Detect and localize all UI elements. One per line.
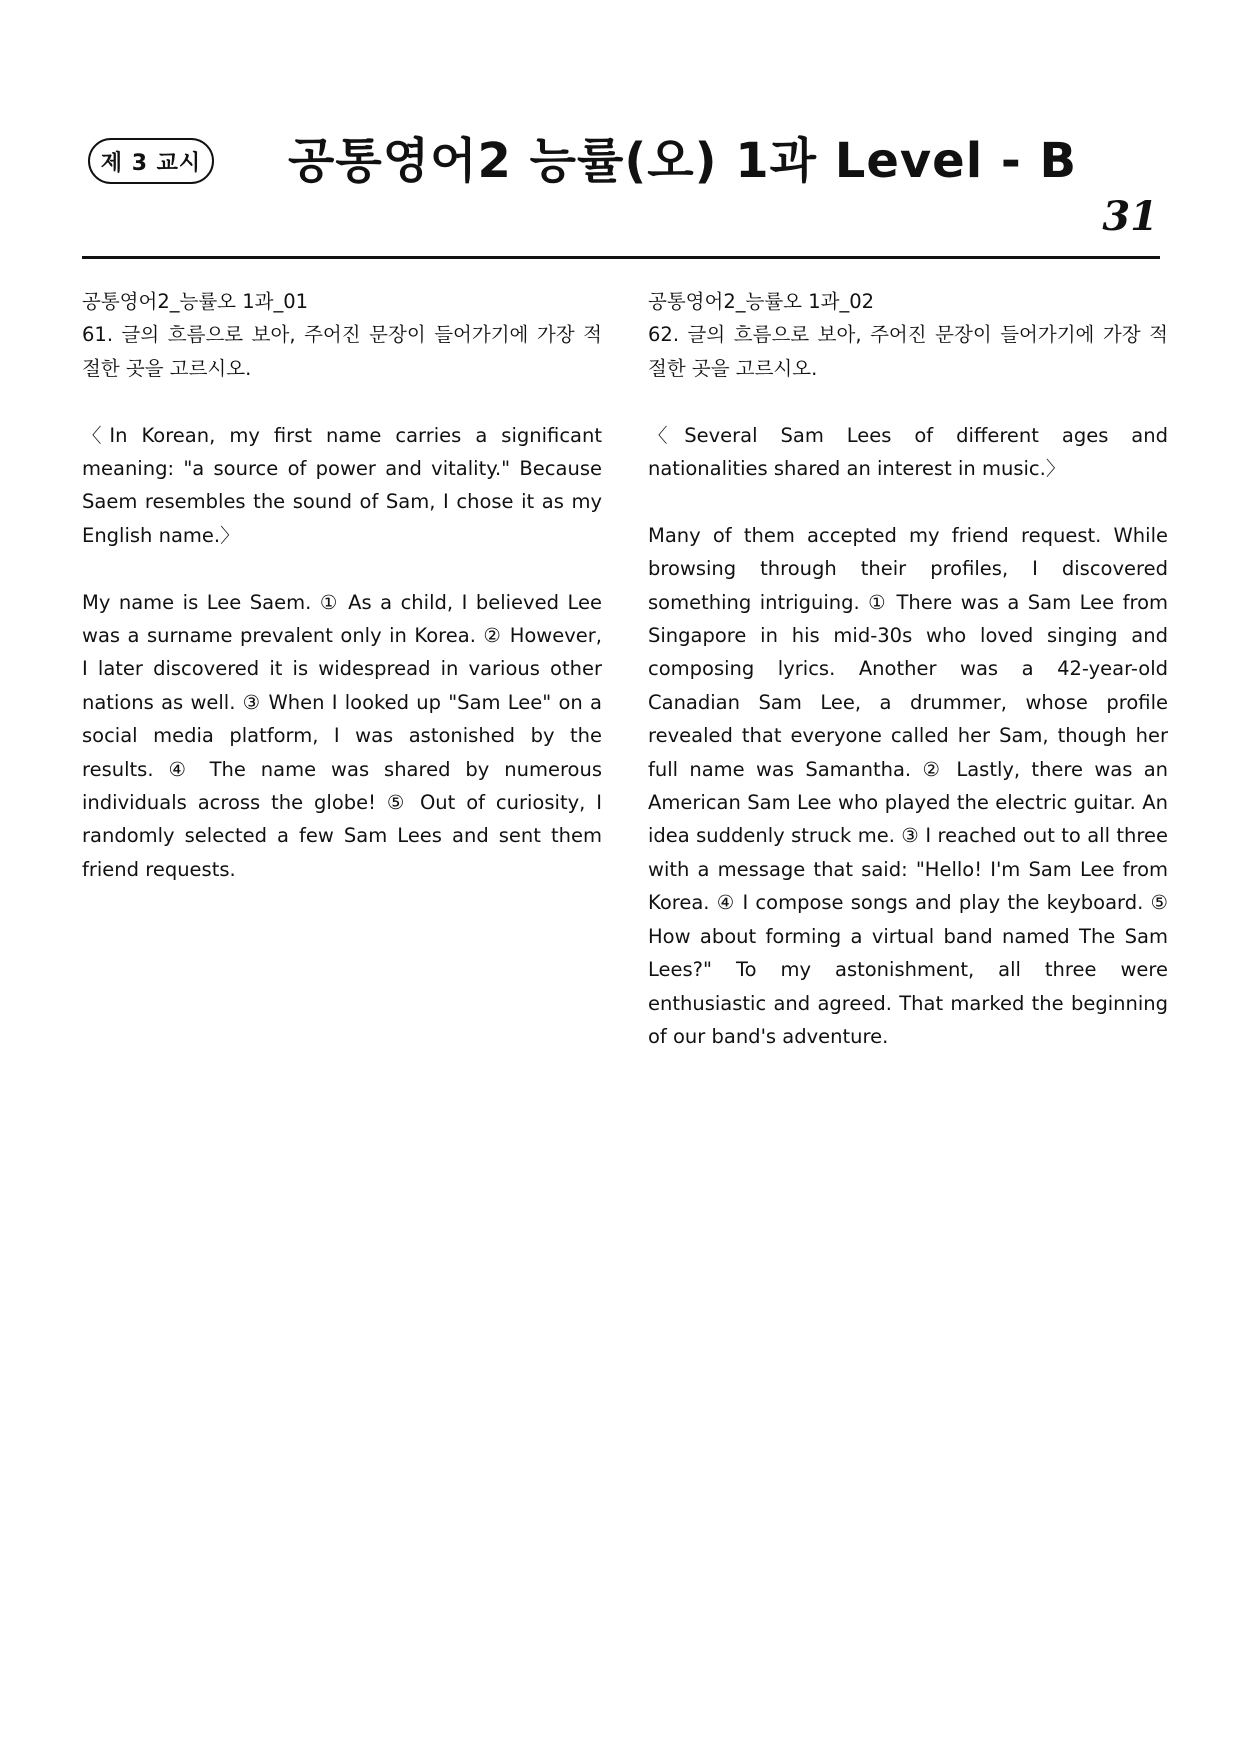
page-number: 31 xyxy=(1102,193,1158,240)
question-source: 공통영어2_능률오 1과_02 xyxy=(648,290,875,313)
question-prompt: 62. 글의 흐름으로 보아, 주어진 문장이 들어가기에 가장 적절한 곳을 고르시오. xyxy=(648,323,1168,380)
exam-title: 공통영어2 능률(오) 1과 Level - B xyxy=(288,133,1078,189)
passage-text: My name is Lee Saem. ① As a child, I believed Lee was a surname prevalent only in Korea. ② However, I later discovered it is widespread in various other nations as well. ③ When I looked up "Sam Lee" on a social media platform, I was astonished by the results. ④ The name was shared by numerous individuals across the globe! ⑤ Out of curiosity, I randomly selected a few Sam Lees and sent them friend requests. xyxy=(82,590,602,881)
question-61 xyxy=(82,285,602,886)
question-62 xyxy=(648,285,1168,1053)
question-prompt: 61. 글의 흐름으로 보아, 주어진 문장이 들어가기에 가장 적절한 곳을 고르시오. xyxy=(82,323,602,380)
header-divider xyxy=(82,256,1160,259)
passage-text: Many of them accepted my friend request. While browsing through their profiles, I discovered something intriguing. ① There was a Sam Lee from Singapore in his mid-30s who loved singing and composing lyrics. Another was a 42-year-old Canadian Sam Lee, a drummer, whose profile revealed that everyone called her Sam, though her full name was Samantha. ② Lastly, there was an American Sam Lee who played the electric guitar. An idea suddenly struck me. ③ I reached out to all three with a message that said: "Hello! I'm Sam Lee from Korea. ④ I compose songs and play the keyboard. ⑤ How about forming a virtual band named The Sam Lees?" To my astonishment, all three were enthusiastic and agreed. That marked the beginning of our band's adventure. xyxy=(648,523,1168,1048)
question-source: 공통영어2_능률오 1과_01 xyxy=(82,290,309,313)
given-sentence: 〈In Korean, my first name carries a significant meaning: "a source of power and vitality." Because Saem resembles the sound of Sam, I chose it as my English name.〉 xyxy=(82,423,602,547)
given-sentence: 〈Several Sam Lees of different ages and nationalities shared an interest in music.〉 xyxy=(648,423,1168,481)
session-badge: 제 3 교시 xyxy=(88,138,214,184)
page-header xyxy=(0,0,1240,270)
